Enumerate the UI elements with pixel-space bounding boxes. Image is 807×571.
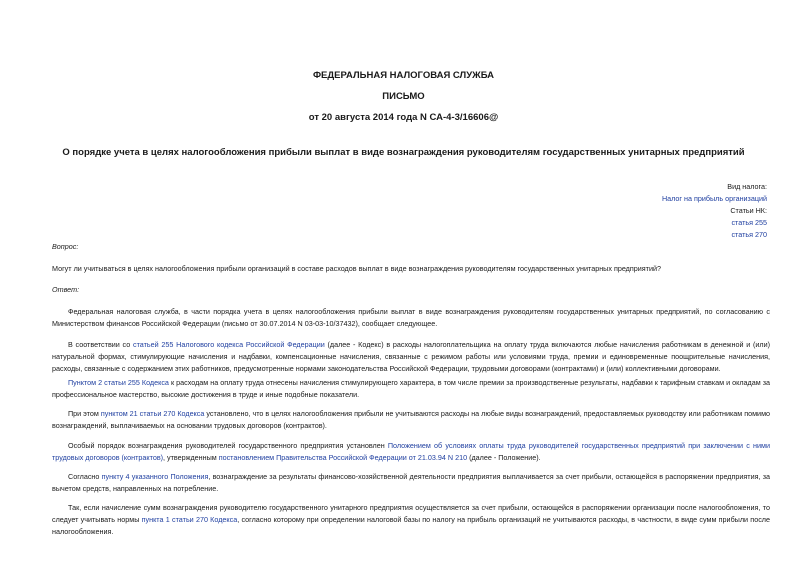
art270-p21-link[interactable]: пунктом 21 статьи 270 Кодекса [100,409,205,418]
paragraph-text: Согласно [68,472,102,481]
paragraph-regulation [52,440,770,464]
paragraph-text: Так, если начисление сумм вознаграждения руководителю государственного унитарного предприятия осуществляется за счет прибыли, остающейся в распоряжении организации после налогообложения, то следует учитывать нормы [52,503,770,524]
tax-type-link[interactable]: Налог на прибыль организаций [661,194,767,203]
document-title: О порядке учета в целях налогообложения прибыли выплат в виде вознаграждения руководителям государственных унитарных предприятий [62,147,745,158]
tax-type-label: Вид налога: [727,182,767,191]
paragraph-text: установлено, что в целях налогообложения прибыли не учитываются расходы на любые виды вознаграждений, предоставляемых руководству или работникам помимо вознаграждений, выплачиваемых на основании трудовых договоров (контрактов). [52,409,771,430]
paragraph-incentives [52,377,770,401]
paragraph-art255 [52,339,770,375]
tax-sidebar [547,181,767,241]
paragraph-intro: Федеральная налоговая служба, в части порядка учета в целях налогообложения прибыли выплат в виде вознаграждения руководителям государственных унитарных предприятий, по согласованию с Министерством финансов Российской Федерации (письмо от 30.07.2014 N 03-03-10/37432), сообщает следующее. [52,307,770,328]
paragraph-clause4 [52,471,770,495]
clause4-link[interactable]: пункту 4 указанного Положения [101,472,209,481]
paragraph-art270 [52,408,770,432]
paragraph-text: (далее - Положение). [467,453,541,462]
org-name: ФЕДЕРАЛЬНАЯ НАЛОГОВАЯ СЛУЖБА [312,70,495,81]
art255-code-link[interactable]: статьей 255 Налогового кодекса Российской Федерации [132,340,325,349]
paragraph-text: При этом [68,409,101,418]
paragraph-text: (далее - Кодекс) в расходы налогоплательщика на оплату труда включаются любые начисления работникам в денежной и (или) натуральной формах, стимулирующие начисления и надбавки, компенсационные начисления, связанные с режимом работы или условиями труда, премии и единовременные поощрительные начисления, расходы, связанные с содержанием этих работников, предусмотренные нормами законодательства Российской Федерации, трудовыми договорами (контрактами) и (или) коллективными договорами. [52,340,770,373]
paragraph-text: Особый порядок вознаграждения руководителей государственного предприятия установлен [68,441,388,450]
article-255-link[interactable]: статья 255 [731,218,767,227]
document-type: ПИСЬМО [382,91,425,102]
paragraph-conclusion [52,502,770,538]
answer-label: Ответ: [52,285,80,294]
paragraph-text: к расходам на оплату труда отнесены начисления стимулирующего характера, в том числе премии за производственные результаты, надбавки к тарифным ставкам и окладам за профессиональное мастерство, высокие достижения в труде и иные подобные показатели. [52,378,770,399]
art255-p2-link[interactable]: Пунктом 2 статьи 255 Кодекса [68,378,169,387]
paragraph-text: В соответствии со [68,340,133,349]
articles-label: Статьи НК: [730,206,767,215]
regulation-link[interactable]: Положением об условиях оплаты труда руководителей государственных предприятий при заключении с ними трудовых договоров (контрактов) [52,441,770,462]
resolution-link[interactable]: постановлением Правительства Российской Федерации от 21.03.94 N 210 [218,453,468,462]
article-270-link[interactable]: статья 270 [731,230,767,239]
art270-p1-link[interactable]: пункта 1 статьи 270 Кодекса [141,515,238,524]
question-label: Вопрос: [52,242,79,251]
paragraph-text: , вознаграждение за результаты финансово-хозяйственной деятельности предприятия выплачивается за счет прибыли, остающейся в распоряжении предприятия, за вычетом средств, направленных на потребление. [52,472,771,493]
question-text: Могут ли учитываться в целях налогообложения прибыли организаций в составе расходов выплат в виде вознаграждения руководителям государственных унитарных предприятий? [52,264,661,273]
paragraph-text: , утвержденным [163,453,219,462]
paragraph-text: , согласно которому при определении налоговой базы по налогу на прибыль организаций не учитываются расходы, в частности, в виде сумм прибыли после налогообложения. [52,515,770,536]
document-date-number: от 20 августа 2014 года N СА-4-3/16606@ [308,112,499,123]
